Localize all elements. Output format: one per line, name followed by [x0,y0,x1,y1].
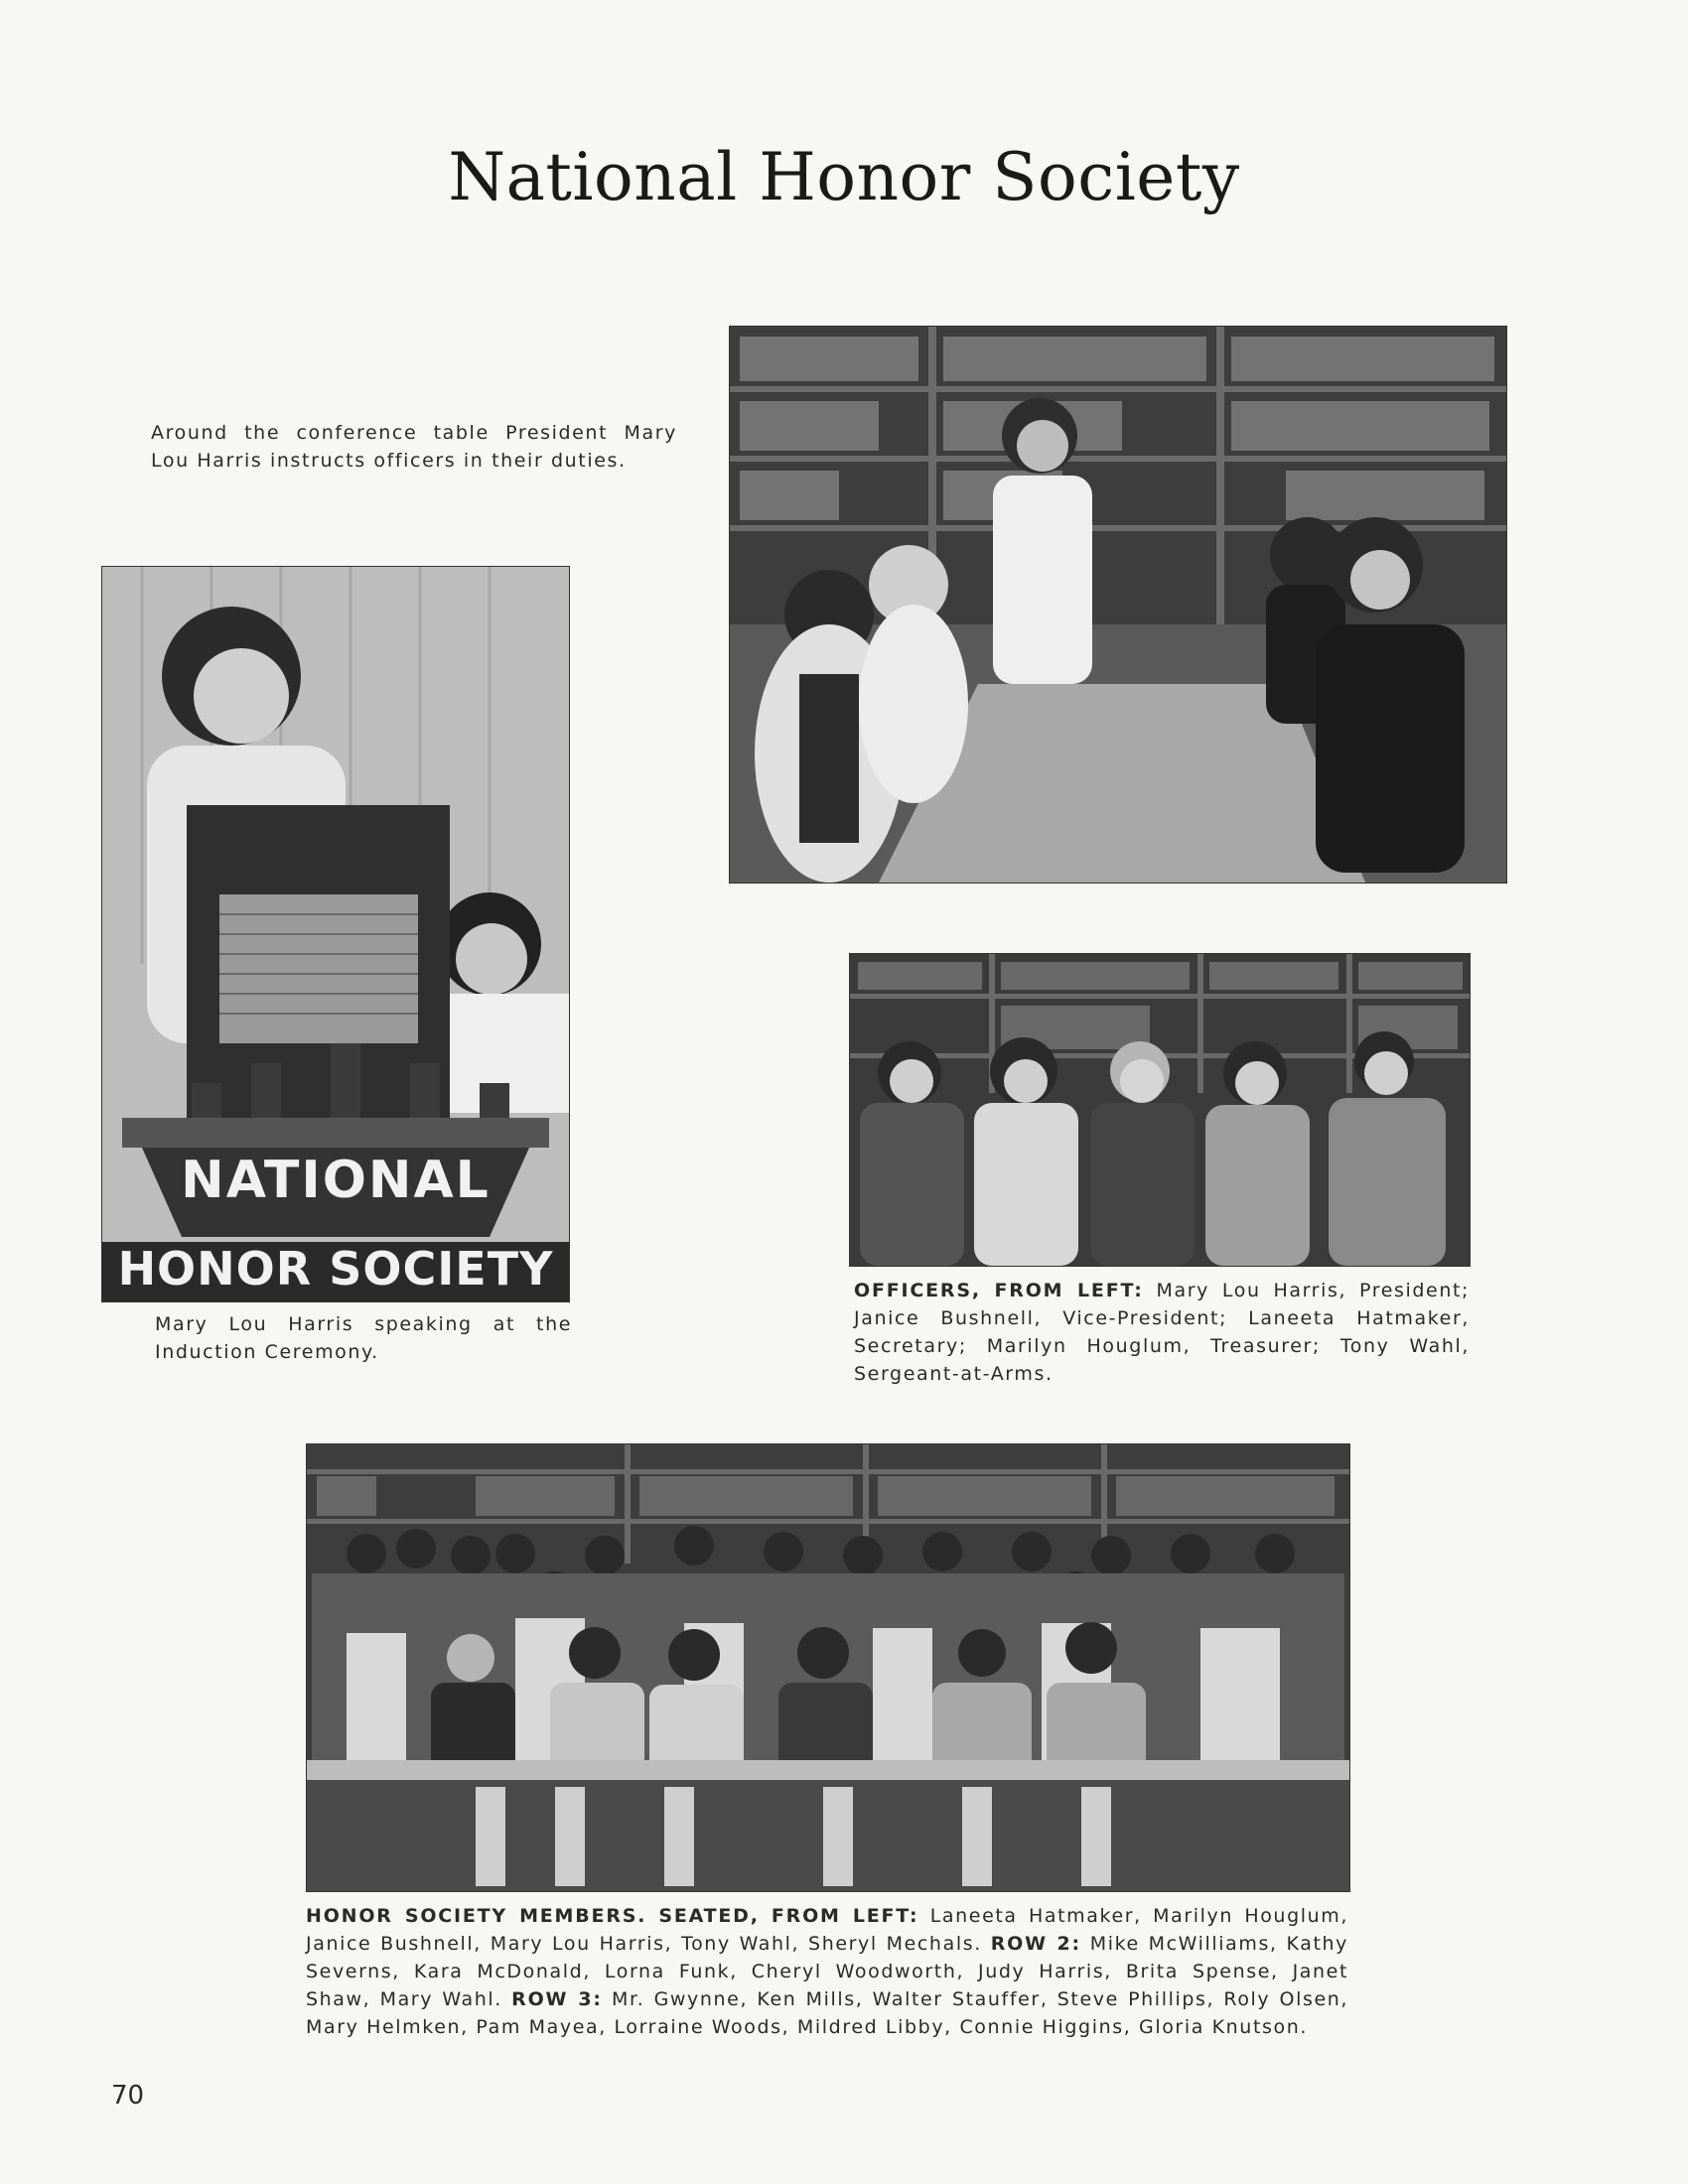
members-seated-names: Laneeta Hatmaker, Marilyn Houglum, Janice Bushnell, Mary Lou Harris, Tony Wahl, Sheryl Mechals. [306,1905,1348,1955]
officers-caption [854,1277,1470,1388]
members-caption-lead: HONOR SOCIETY MEMBERS. SEATED, FROM LEFT: [306,1905,919,1927]
officers-photo [849,953,1471,1267]
podium-sign-line2: HONOR SOCIETY [117,1242,554,1296]
members-caption [306,1902,1348,2041]
officers-caption-lead: OFFICERS, FROM LEFT: [854,1280,1144,1301]
members-row2-label: ROW 2: [990,1933,1081,1955]
podium-sign-line1: NATIONAL [181,1151,491,1210]
members-row3-names: Mr. Gwynne, Ken Mills, Walter Stauffer, Steve Phillips, Roly Olsen, Mary Helmken, Pam Mayea, Lorraine Woods, Mildred Libby, Connie Higgins, Gloria Knutson. [306,1988,1349,2038]
conference-table-photo [729,326,1507,884]
conference-caption: Around the conference table President Mary Lou Harris instructs officers in their duties. [151,422,677,472]
podium-photo [101,566,570,1302]
members-row3-label: ROW 3: [511,1988,603,2010]
speaking-caption: Mary Lou Harris speaking at the Induction Ceremony. [155,1313,572,1363]
officers-caption-text: Mary Lou Harris, President; Janice Bushnell, Vice-President; Laneeta Hatmaker, Secretary; Marilyn Houglum, Treasurer; Tony Wahl, Sergeant-at-Arms. [854,1280,1471,1385]
members-row2-names: Mike McWilliams, Kathy Severns, Kara McDonald, Lorna Funk, Cheryl Woodworth, Judy Harris, Brita Spense, Janet Shaw, Mary Wahl. [306,1933,1349,2010]
page-number: 70 [111,2081,145,2111]
members-photo [306,1443,1350,1892]
page-title: National Honor Society [448,139,1240,215]
